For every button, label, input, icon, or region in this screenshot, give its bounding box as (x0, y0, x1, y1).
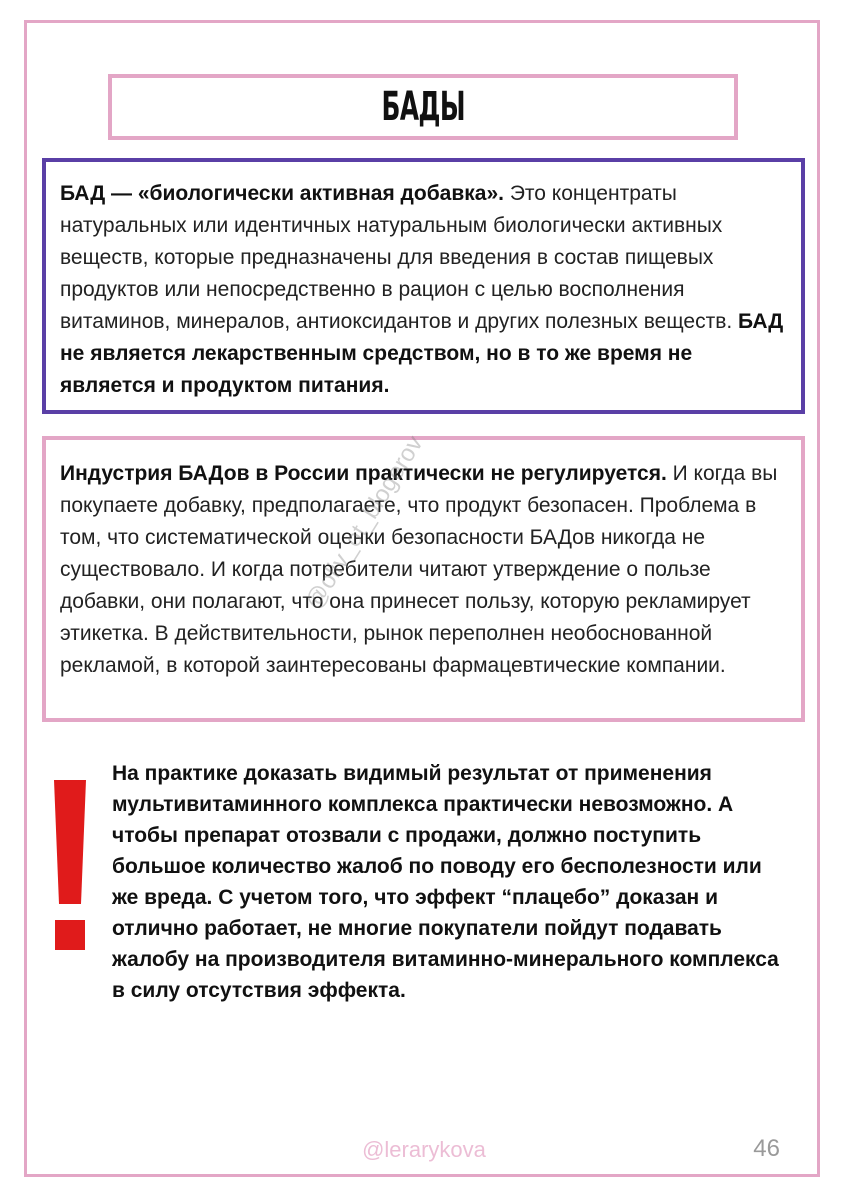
definition-paragraph (60, 178, 787, 402)
definition-text: Это концентраты натуральных или идентичных натуральным биологически активных веществ, которые предназначены для введения в состав пищевых продуктов или непосредственно в рацион с целью восполнения витаминов, минералов, антиоксидантов и других полезных веществ. (60, 182, 739, 333)
industry-text: И когда вы покупаете добавку, предполагаете, что продукт безопасен. Проблема в том, что систематической оценки безопасности БАДов никогда не существовало. И когда потребители читают утверждение о пользе добавки, они полагают, что она принесет пользу, которую рекламирует этикетка. В действительности, рынок переполнен необоснованной рекламой, в которой заинтересованы фармацевтические компании. (60, 462, 778, 677)
definition-term: БАД — «биологически активная добавка». (60, 182, 504, 205)
definition-box (42, 158, 805, 414)
footer-handle: @lerarykova (362, 1137, 486, 1162)
industry-lead: Индустрия БАДов в России практически не регулируется. (60, 462, 667, 485)
title-box (108, 74, 738, 140)
page-title: БАДЫ (381, 84, 465, 130)
watermark: @oliv_ot_blogerov (300, 431, 429, 615)
warning-block (40, 758, 780, 1058)
exclamation-icon (52, 780, 88, 952)
warning-text: На практике доказать видимый результат от применения мультивитаминного комплекса практически невозможно. А чтобы препарат отозвали с продажи, должно поступить большое количество жалоб по поводу его бесполезности или же вреда. С учетом того, что эффект “плацебо” доказан и отлично работает, не многие покупатели пойдут подавать жалобу на производителя витаминно-минерального комплекса в силу отсутствия эффекта. (112, 762, 779, 1002)
industry-box (42, 436, 805, 722)
industry-paragraph (60, 458, 787, 682)
page-number: 46 (753, 1135, 780, 1162)
definition-conclusion: БАД не является лекарственным средством, но в то же время не является и продуктом питания. (60, 310, 784, 397)
